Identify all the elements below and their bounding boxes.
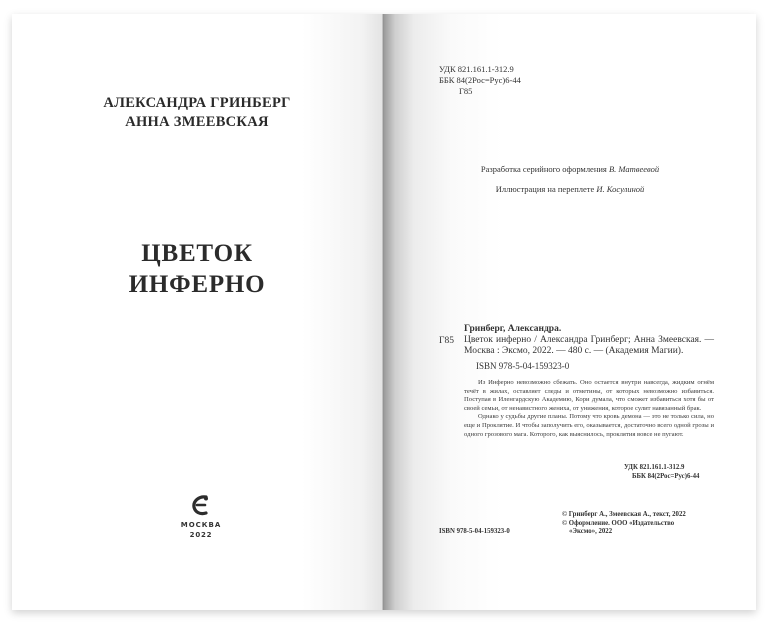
copyright-line-1: © Гринберг А., Змеевская А., текст, 2022 (562, 511, 686, 518)
design-credit-text: Разработка серийного оформления (480, 164, 609, 174)
annotation-paragraph-2: Однако у судьбы другие планы. Потому что кровь демона — это не только сила, но еще и Проклятие. И чтобы заполучить его, оказывается, достаточно всего одной грозы и одного грозового мага. Которого, как выяснилось, проклятия вовсе не пугают. (464, 413, 714, 438)
title-line-1: ЦВЕТОК (141, 240, 253, 267)
book-spread (12, 14, 756, 610)
bbk-code: ББК 84(2Рос=Рус)6-44 (439, 75, 521, 85)
author-2: АННА ЗМЕЕВСКАЯ (125, 114, 269, 130)
catalog-classification (624, 464, 699, 481)
book-title (72, 238, 322, 300)
publisher-city: МОСКВА (180, 521, 222, 529)
eksmo-logo-icon (188, 493, 214, 519)
book-annotation (464, 379, 714, 439)
copyright-line-2: © Оформление. ООО «Издательство (562, 519, 675, 527)
book-authors (72, 94, 322, 132)
catalog-author: Гринберг, Александра. (464, 324, 562, 334)
author-sign: Г85 (459, 86, 473, 96)
copyright-block (562, 511, 686, 537)
right-page (384, 14, 756, 610)
left-page (12, 14, 384, 610)
illustration-credit-text: Иллюстрация на переплете (495, 184, 597, 194)
catalog-bbk: ББК 84(2Рос=Рус)6-44 (632, 472, 700, 480)
catalog-description: Цветок инферно / Александра Гринберг; Анна Змеевская. — Москва : Эксмо, 2022. — 480 с. — (Академия Магии). (464, 335, 714, 356)
catalog-code: Г85 (439, 336, 454, 346)
author-1: АЛЕКСАНДРА ГРИНБЕРГ (103, 95, 291, 111)
illustration-credit (384, 184, 756, 194)
title-line-2: ИНФЕРНО (128, 271, 266, 298)
udk-code: УДК 821.161.1-312.9 (439, 64, 514, 74)
catalog-isbn: ISBN 978-5-04-159323-0 (476, 361, 570, 371)
catalog-udk: УДК 821.161.1-312.9 (624, 464, 685, 471)
bottom-isbn: ISBN 978-5-04-159323-0 (439, 528, 510, 535)
publication-year: 2022 (189, 531, 213, 539)
design-credit (384, 164, 756, 174)
illustration-credit-name: И. Косулиной (596, 184, 645, 194)
classification-block (439, 64, 521, 97)
design-credit-name: В. Матвеевой (608, 164, 660, 174)
copyright-line-3: «Эксмо», 2022 (569, 528, 613, 535)
annotation-paragraph-1: Из Инферно невозможно сбежать. Оно остается внутри навсегда, жидким огнём течёт в жилах, оставляет следы и отметины, от которых невозможно избавиться. Поступая в Иленгардскую Академию, Кори думала, что сможет избавиться хотя бы от своей семьи, от ненавистного жениха, от унижения, которое сулит навязанный брак. (464, 379, 714, 412)
